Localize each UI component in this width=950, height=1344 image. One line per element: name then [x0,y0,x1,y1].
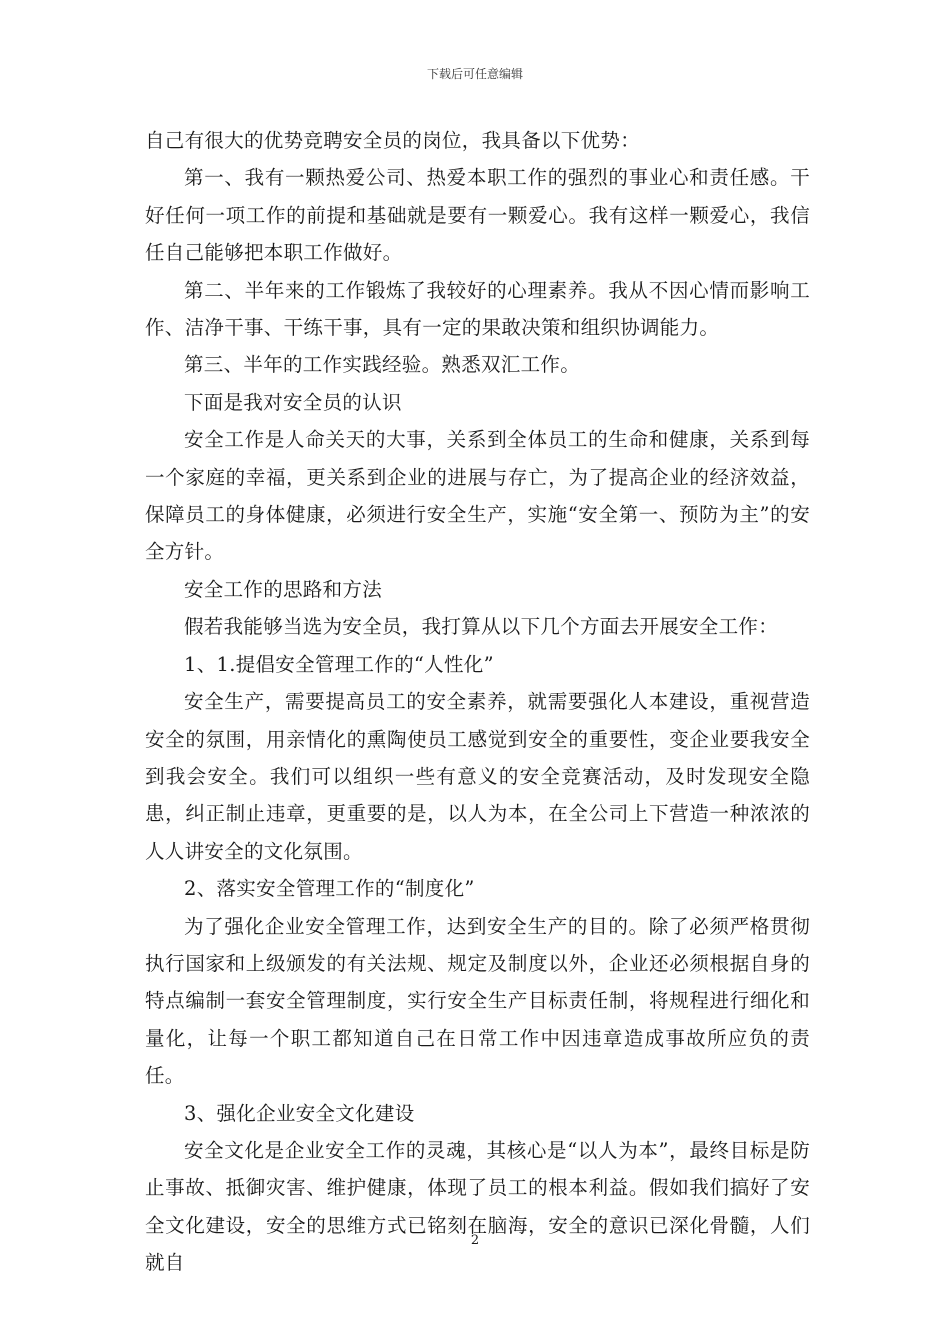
paragraph-advantage-1: 第一、我有一颗热爱公司、热爱本职工作的强烈的事业心和责任感。干好任何一项工作的前提和基础就是要有一颗爱心。我有这样一颗爱心，我信任自己能够把本职工作做好。 [145,166,810,265]
paragraph-understanding: 安全工作是人命关天的大事，关系到全体员工的生命和健康，关系到每一个家庭的幸福，更关系到企业的进展与存亡，为了提高企业的经济效益，保障员工的身体健康，必须进行安全生产，实施“安全第一、预防为主”的安全方针。 [145,428,810,564]
section-heading-understanding: 下面是我对安全员的认识 [184,390,402,414]
paragraph-safety-culture: 安全文化是企业安全工作的灵魂，其核心是“以人为本”，最终目标是防止事故、抵御灾害、维护健康，体现了员工的根本利益。假如我们搞好了安全文化建设，安全的思维方式已铭刻在脑海，安全的意识已深化骨髓，人们就自 [145,1138,810,1275]
page-number: 2 [470,1233,480,1248]
paragraph-institutionalization: 为了强化企业安全管理工作，达到安全生产的目的。除了必须严格贯彻执行国家和上级颁发的有关法规、规定及制度以外，企业还必须根据自身的特点编制一套安全管理制度，实行安全生产目标责任制，将规程进行细化和量化，让每一个职工都知道自己在日常工作中因违章造成事故所应负的责任。 [145,914,810,1088]
section-heading-methods: 安全工作的思路和方法 [184,577,383,601]
subheading-safety-culture: 3、强化企业安全文化建设 [184,1101,415,1125]
subheading-institutionalization: 2、落实安全管理工作的“制度化” [184,877,475,901]
document-body [145,122,810,1282]
paragraph-intro: 自己有很大的优势竞聘安全员的岗位，我具备以下优势： [145,129,641,152]
paragraph-advantage-2: 第二、半年来的工作锻炼了我较好的心理素养。我从不因心情而影响工作、洁净干事、干练干事，具有一定的果敢决策和组织协调能力。 [145,278,810,340]
subheading-humanization: 1、1.提倡安全管理工作的“人性化” [184,652,494,676]
paragraph-plan-intro: 假若我能够当选为安全员，我打算从以下几个方面去开展安全工作： [184,615,779,639]
paragraph-advantage-3: 第三、半年的工作实践经验。熟悉双汇工作。 [184,353,581,377]
page-header: 下载后可任意编辑 [426,67,523,81]
paragraph-humanization: 安全生产，需要提高员工的安全素养，就需要强化人本建设，重视营造安全的氛围，用亲情化的熏陶使员工感觉到安全的重要性，变企业要我安全到我会安全。我们可以组织一些有意义的安全竞赛活动，及时发现安全隐患，纠正制止违章，更重要的是，以人为本，在全公司上下营造一种浓浓的人人讲安全的文化氛围。 [145,690,810,863]
